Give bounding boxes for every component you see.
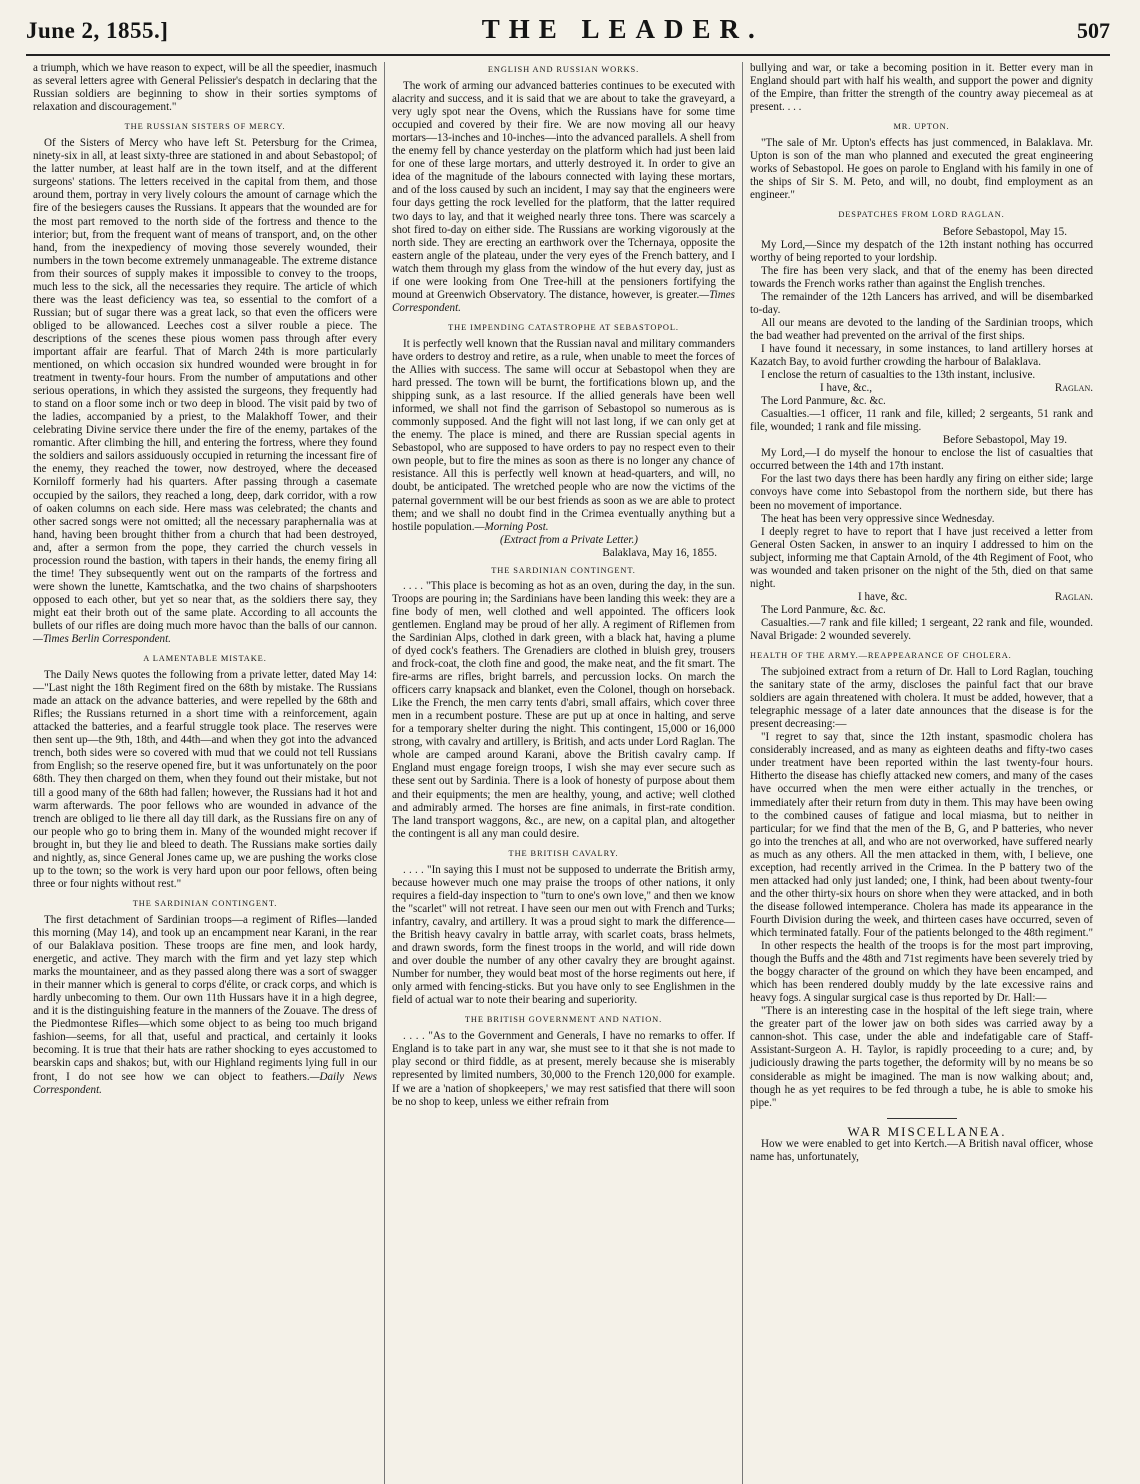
- section-heading: THE BRITISH CAVALRY.: [508, 848, 619, 858]
- paragraph: "I regret to say that, since the 12th instant, spasmodic cholera has considerably increased, and as many as eighteen deaths and fifty-two cases under treatment have been reported within the last twenty-four hours. Hitherto the disease has chiefly attacked new comers, and many of the cases have occurred when the men were either actually in the trenches, or immediately after their return from duty in them. This may have been owing to the combined causes of fatigue and local miasma, but to neither in particular; for we find that the men of the B, G, and P batteries, who never go into the trenches at all, and who are not overworked, have suffered nearly as much as any others. All the men attacked in them, with, I believe, one exception, had recently arrived in the Crimea. In the P battery two of the men attacked had only just landed; one, I think, had been about twenty-four and the other thirty-six hours on shore when they were attacked, and in both the disease followed intemperance. Cholera has made its appearance in the Fourth Division during the week, and thirteen cases have occurred, seven of which terminated fatally. Four of the patients belonged to the 48th regiment.": [750, 731, 1094, 939]
- section-heading: MR. UPTON.: [893, 122, 950, 132]
- attribution: —Morning Post.: [474, 520, 549, 533]
- page-number: 507: [1077, 18, 1110, 43]
- paragraph: The subjoined extract from a return of Dr. Hall to Lord Raglan, touching the sanitary state of the army, discloses the painful fact that our brave soldiers are again threatened with cholera. It must be added, however, that a telegraphic message of a later date announces that the disease is for the present decreasing:—: [750, 666, 1093, 731]
- paragraph: "There is an interesting case in the hospital of the left siege train, where the greater part of the lower jaw on both sides was carried away by a cannon-shot. This case, under the able and indefatigable care of Staff-Assistant-Surgeon A. H. Taylor, is rapidly proceeding to a cure; and, by judiciously drawing the parts together, the deformity will by no means be so considerable as might be imagined. The man is now walking about; and, though he as yet requires to be fed through a tube, he is able to smoke his pipe.": [750, 1005, 1093, 1109]
- paragraph: I enclose the return of casualties to the 13th instant, inclusive.: [761, 369, 1036, 382]
- section-heading: THE IMPENDING CATASTROPHE AT SEBASTOPOL.: [448, 322, 679, 332]
- attribution: —Times Berlin Correspondent.: [33, 633, 171, 646]
- section-divider: [887, 1118, 957, 1119]
- signature-name: Raglan.: [1054, 590, 1093, 603]
- signature-line: [750, 591, 1093, 604]
- column-2: [384, 62, 742, 1484]
- section-heading: THE SARDINIAN CONTINGENT.: [132, 898, 278, 908]
- masthead: [26, 14, 1110, 56]
- paragraph: . . . . "As to the Government and Generals, I have no remarks to offer. If England is to take part in any war, she must see to it that she is not made to play second or third fiddle, as at present, merely because she is miserably represented by limited numbers, 30,000 to the French 120,000 for example. If we are a 'nation of shopkeepers,' we may rest satisfied that there will soon be no shop to keep, unless we either refrain from: [392, 1030, 735, 1108]
- paragraph: [33, 914, 377, 1097]
- paragraph: The heat has been very oppressive since Wednesday.: [761, 512, 995, 525]
- section-heading: HEALTH OF THE ARMY.—REAPPEARANCE OF CHOLERA.: [750, 651, 1012, 661]
- section-heading: WAR MISCELLANEA.: [847, 1123, 1007, 1139]
- paragraph: My Lord,—I do myself the honour to enclose the list of casualties that occurred between the 14th and 17th instant.: [750, 447, 1093, 473]
- paragraph: I have found it necessary, in some instances, to land artillery horses at Kazatch Bay, to avoid further crowding the harbour of Balaklava.: [750, 342, 1093, 368]
- signature-closing: I have, &c.,: [820, 382, 873, 395]
- paragraph: bullying and war, or take a becoming position in it. Better every man in England should part with half his wealth, and support the power and dignity of the Empire, than fritter the strength of the country away piecemeal as at present. . . .: [750, 62, 1093, 114]
- signature-name: Raglan.: [1054, 382, 1093, 395]
- paragraph: Casualties.—7 rank and file killed; 1 sergeant, 22 rank and file, wounded. Naval Brigade: 2 wounded severely.: [750, 616, 1093, 642]
- attribution: —Daily News Correspondent.: [33, 1070, 377, 1096]
- section-heading: ENGLISH AND RUSSIAN WORKS.: [487, 65, 640, 74]
- paragraph: [392, 80, 735, 315]
- paragraph: How we were enabled to get into Kertch.—A British naval officer, whose name has, unfortunately,: [750, 1137, 1093, 1163]
- signature-line: [750, 382, 1093, 395]
- attribution: —Times Correspondent.: [392, 288, 735, 314]
- section-heading: THE RUSSIAN SISTERS OF MERCY.: [124, 122, 286, 132]
- section-heading: DESPATCHES FROM LORD RAGLAN.: [838, 210, 1005, 220]
- paragraph: My Lord,—Since my despatch of the 12th instant nothing has occurred worthy of being reported to your lordship.: [750, 238, 1093, 264]
- article-columns: [26, 62, 1110, 1484]
- paragraph: The Daily News quotes the following from a private letter, dated May 14:—"Last night the 18th Regiment fired on the 68th by mistake. The Russians made an attack on the advance batteries, and were repelled by the 68th and Rifles; the Russians returned in a short time with a reinforcement, again attacked the batteries, and a fearful struggle took place. The reserves were then sent up—the 9th, 18th, and 44th—and when they got into the advanced trench, both sides were so covered with mud that we could not tell Russians from English; so the reserve opened fire, but it was unfortunately on the poor 68th. They then charged on them, when they found out their mistake, but not till a good many of the 68th had fallen; however, the Russians had it hot and warm afterwards. The poor fellows who are wounded in advance of the trench are obliged to lie there all day till dark, as the Russians fire on any of our people who go to bring them in. Many of the wounded might recover if brought in, but they lie and bleed to death. The Russians make sorties daily and nightly, as, since General Jones came up, we are pushing the works close up to the town; so the work is very hard upon our poor fellows, often being three or four nights without rest.": [33, 669, 377, 890]
- paragraph: The Lord Panmure, &c. &c.: [761, 395, 886, 408]
- paragraph: In other respects the health of the troops is for the most part improving, though the Buffs and the 48th and 71st regiments have been severely tried by the boggy character of the ground on which they have been encamped, and which has been rendered doubly muddy by the late excessive rains and heavy fogs. A singular surgical case is thus reported by Dr. Hall:—: [750, 940, 1093, 1005]
- paragraph-text: It is perfectly well known that the Russian naval and military commanders have orders to destroy and retire, as a rule, when unable to meet the forces of the Allies with success. The same will occur at Sebastopol when they are hard pressed. The town will be burnt, the fortifications blown up, and the shipping sunk, as a last resource. If the allied generals have been well informed, we shall not find the garrison of Sebastopol so numerous as is commonly supposed. And the fight will not last long, if we can only get at the enemy. The place is mined, and there are Russian special agents in Sebastopol, who are supposed to have orders to pay no respect even to their own people, but to fire the mines as soon as there is no longer any chance of resistance. All this is perfectly well known at head-quarters, and will, no doubt, be anticipated. The wretched people who are now the victims of the paternal government will be our best friends as soon as we are able to protect them; and we shall no doubt find in the Crimea eventually anything but a hostile population.: [392, 337, 735, 533]
- paragraph: [33, 137, 377, 646]
- paragraph: For the last two days there has been hardly any firing on either side; large convoys have come into Sebastopol from the northern side, but there has been no movement of importance.: [750, 473, 1093, 512]
- section-heading: THE BRITISH GOVERNMENT AND NATION.: [464, 1015, 663, 1025]
- paragraph: Casualties.—1 officer, 11 rank and file, killed; 2 sergeants, 51 rank and file, wounded; 1 rank and file missing.: [750, 408, 1093, 434]
- section-heading: A LAMENTABLE MISTAKE.: [143, 654, 267, 664]
- signature-closing: I have, &c.: [858, 590, 908, 603]
- paragraph: . . . . "This place is becoming as hot as an oven, during the day, in the sun. Troops are pouring in; the Sardinians have been landing this week: they are a fine body of men, well clothed and well appointed. The officers look gentlemen. England may be proud of her ally. A regiment of Riflemen from the Sardinian Alps, clothed in dark green, with a black hat, having a plume of dyed cock's feathers. The Grenadiers are clothed in bluish grey, trousers and frock-coat, the cloth fine and good, the make neat, and the fit smart. The fire-arms are rifles, bright barrels, and percussion locks. On march the officers carry knapsack and blanket, even the Colonel, though on horseback. Like the French, the men carry tents d'abri, small affairs, which cover three men in a recumbent posture. These are put up at once in halting, and serve for a temporary shelter during the night. This contingent, 15,000 or 16,000 strong, with cavalry and artillery, is British, and acts under Lord Raglan. The whole are camped around Karani, above the British cavalry camp. If England must engage foreign troops, I wish she may ever secure such as these sent out by Sardinia. There is a look of honesty of purpose about them and their equipments; the men are healthy, young, and active; well clothed and admirably armed. The horses are fine animals, in first-rate condition. The land transport waggons, &c., are new, on a capital plan, and altogether the contingent is all any man could desire.: [392, 579, 735, 840]
- paragraph: The remainder of the 12th Lancers has arrived, and will be disembarked to-day.: [750, 290, 1093, 316]
- paragraph-text: Of the Sisters of Mercy who have left St. Petersburg for the Crimea, ninety-six in all, at least sixty-three are stationed in and about Sebastopol; of the latter number, at least half are in the town itself, and at the different surgeons' stations. The letters received in the capital from them, and those around them, portray in very lively colours the amount of carnage which the fire of the besiegers causes the Russians. It appears that the wounded are for the most part removed to the north side of the fortress and thence to the interior; but, from the frequent want of means of transport, and, on the other hand, from the inexpediency of moving those severely wounded, their numbers in the town become extremely unmanageable. The extreme distance from their sources of supply makes it impossible to convey to the troops, much less to the sick, all the necessaries they require. The article of which there was the least deficiency was tea, so essential to the comfort of a Russian; but of sugar there was a great lack, so that even the officers were obliged to be allowanced. Leeches cost a silver rouble a piece. The descriptions of the scenes these pious women pass through after every important affair are fearful. That of March 24th is more particularly mentioned, on which occasion six hundred wounded were brought in for treatment in twenty-four hours. From the number of amputations and other serious operations, in which they assisted the surgeons, they frequently had to stand on a floor some inch or two deep in blood. The visit paid by two of the ladies, accompanied by a priest, to the Malakhoff Tower, and their celebrating Divine service there under the fire of the enemy, partakes of the romantic. After climbing the hill, and entering the fortress, where they found the soldiers and sailors assiduously occupied in returning the incessant fire of the enemy, they reached the tower, now destroyed, where the deceased Korniloff formerly had his quarters. After passing through a casemate occupied by the sailors, they reached a long, deep, dark corridor, with a row of oaken columns on each side. Here mass was celebrated; the chants and other sacred songs were not omitted; all the necessary paraphernalia was at hand, having been brought thither from a church that had been destroyed, and, after a sermon from the pope, they carried the church vessels in procession round the bastion, with tapers in their hands, the enemy firing all the time! They subsequently went out on the ramparts of the fortress and were shown the lunette, Kamtschatka, and the two chains of sharpshooters opposed to each other, but yet so near that, as the soldiers there say, they might eat their broth out of the same plate. According to all accounts the bullets of our rifles are doing much more havoc than the balls of our cannon.: [33, 137, 377, 632]
- paragraph-text: The work of arming our advanced batteries continues to be executed with alacrity and success, and it is said that we are about to take the graveyard, a very ugly spot near the Ovens, which the Russians have for some time occupied and covered by their fire. We are now moving all our heavy mortars—13-inches and 10-inches—into the advanced parallels. A shell from the enemy fell by chance yesterday on the platform which had just been laid for one of these large mortars, and utterly destroyed it. In order to give an idea of the magnitude of the labours connected with laying these mortars, and of the loss caused by such an incident, I may say that the engineers were four days getting the rock levelled for the platform, that the latter required two days to lay, and that it weighed nearly three tons. There was scarcely a shot fired to-day on either side. The Russians are working vigorously at the north side. They are erecting an earthwork over the Tchernaya, opposite the eastern angle of the plateau, under the very eyes of the French battery, and I watch them through my glass from the window of the hut every day, just as if one were looking from One Tree-hill at the pensioners fortifying the mound at Greenwich Observatory. The distance, however, is greater.: [392, 80, 735, 301]
- paragraph: [392, 338, 735, 534]
- paragraph: All our means are devoted to the landing of the Sardinian troops, which the bad weather had prevented on the arrival of the first ships.: [750, 316, 1093, 342]
- dateline: Balaklava, May 16, 1855.: [602, 546, 717, 559]
- paragraph: The fire has been very slack, and that of the enemy has been directed towards the French works rather than against the English trenches.: [750, 264, 1093, 290]
- column-1: [26, 62, 384, 1484]
- section-heading: THE SARDINIAN CONTINGENT.: [491, 565, 636, 575]
- paragraph: a triumph, which we have reason to expect, will be all the speedier, inasmuch as several letters agree with General Pelissier's despatch in declaring that the Russian soldiers are beginning to show in their sorties symptoms of relaxation and discouragement.": [33, 62, 377, 114]
- extract-note: (Extract from a Private Letter.): [500, 533, 638, 546]
- paragraph-text: The first detachment of Sardinian troops—a regiment of Rifles—landed this morning (May 14), and took up an encampment near Karani, in the rear of our Balaklava position. These troops are fine men, and look hardy, energetic, and active. They march with the firm and yet lazy step which marks the mountaineer, and as they passed along there was a sort of swagger in their manner which is general to corps d'élite, or crack corps, and which is hardly unbecoming to them. Our own 11th Hussars have it in a high degree, and it is the distinguishing feature in the manners of the Zouave. The dress of the Piedmontese Rifles—which some object to as being too much brigand fashion—seems, for all that, useful and practical, and certainly it looks becoming. It is true that their hats are rather shocking to eyes accustomed to bearskin caps and shakos; but, with our Highland regiments lying full in our front, I do not see how we can object to feathers.: [33, 913, 377, 1083]
- issue-date: June 2, 1855.]: [26, 18, 169, 43]
- paragraph: . . . . "In saying this I must not be supposed to underrate the British army, because however much one may praise the troops of other nations, it only requires a field-day inspection to "turn to one's own love," and then we know the "scarlet" will not retreat. I have seen our men out with French and Turks; infantry, cavalry, and artillery. It was a proud sight to mark the difference—the British heavy cavalry in battle array, with scarlet coats, brass helmets, and drawn swords, form the finest troops in the world, and will ride down and over double the number of any other cavalry they are brought against. Number for number, they would beat most of the horse regiments out here, if only armed with fencing-sticks. But you have only to see Englishmen in the field of actual war to note their bearing and superiority.: [392, 863, 735, 1007]
- dateline: Before Sebastopol, May 15.: [942, 225, 1067, 238]
- dateline: Before Sebastopol, May 19.: [942, 434, 1067, 447]
- column-3: [742, 62, 1100, 1484]
- paragraph: The Lord Panmure, &c. &c.: [761, 603, 886, 616]
- paragraph: "The sale of Mr. Upton's effects has just commenced, in Balaklava. Mr. Upton is son of the man who planned and executed the great engineering works of Sebastopol. He goes on parole to England with his family in one of the ships of Sir S. M. Peto, and will, no doubt, find employment as an engineer.": [750, 137, 1093, 202]
- newspaper-title: THE LEADER.: [481, 14, 764, 44]
- paragraph: I deeply regret to have to report that I have just received a letter from General Osten Sacken, in answer to an inquiry I addressed to him on the subject, informing me that Captain Arnold, of the 4th Regiment of Foot, who was wounded and taken prisoner on the night of the 5th, died on that same night.: [750, 525, 1093, 590]
